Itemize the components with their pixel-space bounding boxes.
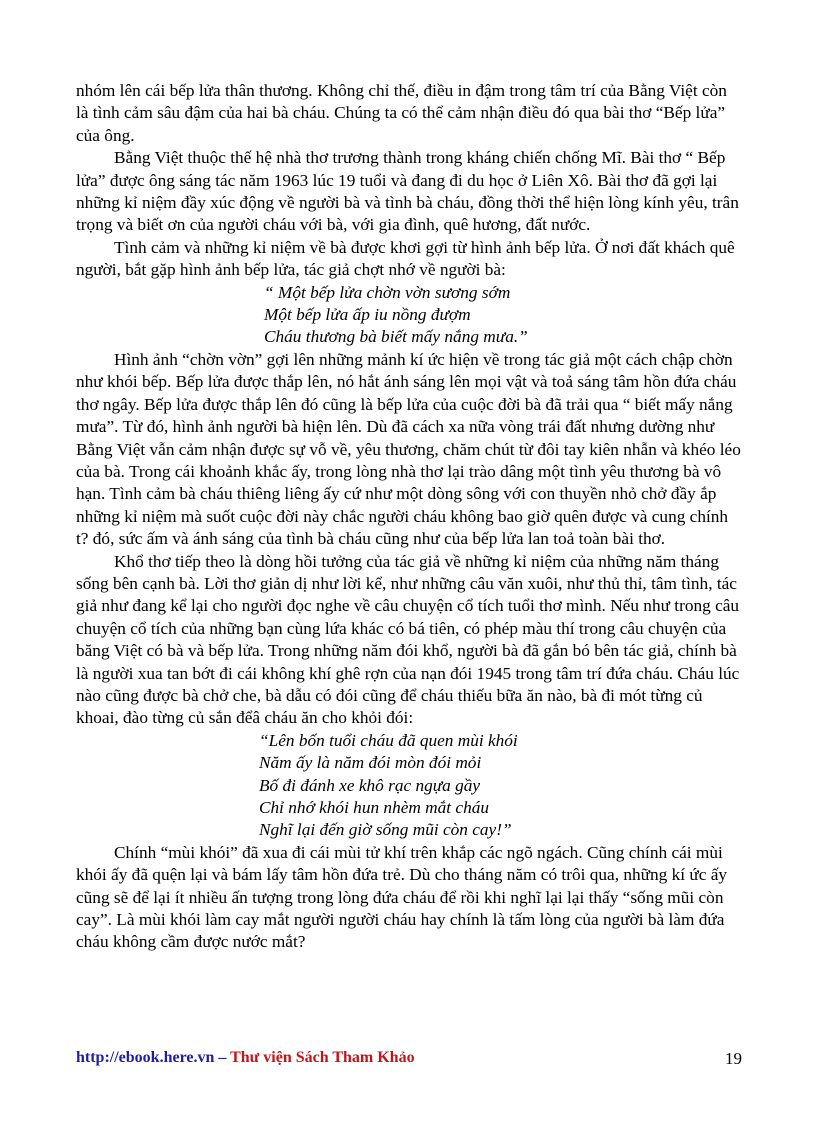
- poem-line: “ Một bếp lửa chờn vờn sương sớm: [264, 282, 511, 302]
- paragraph-analysis-1: Hình ảnh “chờn vờn” gợi lên những mảnh kí ức hiện về trong tác giả một cách chập chờn như khói bếp. Bếp lửa được thắp lên, nó hắt ánh sáng lên mọi vật và toả sáng tâm hồn đứa cháu thơ ngây. Bếp lửa được thắp lên đó cũng là bếp lửa của cuộc đời bà đã trải qua “ biết mấy nắng mưa”. Từ đó, hình ảnh người bà hiện lên. Dù đã cách xa nữa vòng trái đất nhưng dường như Bằng Việt vẫn cảm nhận được sự vỗ về, yêu thương, chăm chút từ đôi tay kiên nhẫn và khéo léo của bà. Trong cái khoảnh khắc ấy, trong lòng nhà thơ lại trào dâng một tình yêu thương bà vô hạn. Tình cảm bà cháu thiêng liêng ấy cứ như một dòng sông với con thuyền nhỏ chở đầy ắp những kỉ niệm mà suốt cuộc đời này chắc người cháu không bao giờ quên được và cung chính: [76, 349, 741, 526]
- paragraph-analysis-3: Chính “mùi khói” đã xua đi cái mùi tử khí trên khắp các ngõ ngách. Cũng chính cái mùi khói ấy đã quện lại và bám lấy tâm hồn đứa trẻ. Dù cho tháng năm có trôi qua, những kí ức ấy cũng sẽ để lại ít nhiều ấn tượng trong lòng đứa cháu để rồi khi nghĩ lại lại thấy “sống mũi còn cay”. Là mùi khói làm cay mắt người người cháu hay chính là tấm lòng của người bà làm đứa cháu không cầm được nước mắt?: [76, 842, 728, 952]
- footer-separator: –: [214, 1049, 231, 1066]
- poem-line: Cháu thương bà biết mấy nắng mưa.”: [264, 327, 528, 347]
- footer-link[interactable]: http://ebook.here.vn: [76, 1049, 215, 1066]
- poem-stanza-2: [76, 730, 742, 842]
- paragraph-analysis-2: Khổ thơ tiếp theo là dòng hồi tưởng của tác giả về những kỉ niệm của những năm tháng sống bên cạnh bà. Lời thơ giản dị như lời kể, như những câu văn xuôi, như thủ thỉ, tâm tình, tác giả như đang kể lại cho người đọc nghe về câu chuyện cổ tích tuổi thơ mình. Nếu như trong câu chuyện cổ tích của những bạn cùng lứa khác có bá tiên, có phép màu thí trong câu chuyện của băng Việt có bà và bếp lửa. Trong những năm đói khổ, người bà đã gắn bó bên tác giả, chính bà là người xua tan bớt đi cái không khí ghê rợn của nạn đói 1945 trong tâm trí đứa cháu. Cháu lúc nào cũng được bà chở che, bà dẫu có đói cũng để cháu thiếu bữa ăn nào, bà đi mót từng củ khoai, đào từng củ sắn đểâ cháu ăn cho khỏi đói:: [76, 551, 740, 728]
- poem-line: Nghĩ lại đến giờ sống mũi còn cay!”: [259, 820, 512, 840]
- document-body: [76, 80, 742, 954]
- poem-line: Một bếp lửa ấp iu nồng đượm: [264, 305, 471, 325]
- paragraph-intro: Bằng Việt thuộc thế hệ nhà thơ trương thành trong kháng chiến chống Mĩ. Bài thơ “ Bếp lửa” được ông sáng tác năm 1963 lúc 19 tuổi và đang đi du học ở Liên Xô. Bài thơ đã gợi lại những kỉ niệm đầy xúc động về người bà và tình bà cháu, đồng thời thể hiện lòng kính yêu, trân trọng và biết ơn của người cháu với bà, với gia đình, quê hương, đất nước.: [76, 148, 739, 235]
- footer-library-name: Thư viện Sách Tham Khảo: [230, 1049, 415, 1066]
- paragraph-analysis-1-tail: t? đó, sức ấm và ánh sáng của tình bà cháu cũng như của bếp lửa lan toả toàn bài thơ.: [76, 529, 666, 549]
- poem-line: Bố đi đánh xe khô rạc ngựa gầy: [259, 775, 481, 795]
- page-footer: [76, 1049, 742, 1073]
- poem-line: Năm ấy là năm đói mòn đói mỏi: [259, 753, 482, 773]
- poem-line: “Lên bốn tuổi cháu đã quen mùi khói: [259, 730, 518, 750]
- paragraph-memory: Tình cảm và những kỉ niệm về bà được khơi gợi từ hình ảnh bếp lửa. Ở nơi đất khách quê người, bắt gặp hình ảnh bếp lửa, tác giả chợt nhớ về người bà:: [76, 237, 735, 280]
- paragraph-continuation: nhóm lên cái bếp lửa thân thương. Không chỉ thế, điều in đậm trong tâm trí của Bằng Việt còn là tình cảm sâu đậm của hai bà cháu. Chúng ta có thể cảm nhận điều đó qua bài thơ “Bếp lửa” của ông.: [76, 81, 727, 145]
- poem-stanza-1: [76, 282, 742, 349]
- page-number: 19: [725, 1049, 742, 1068]
- poem-line: Chỉ nhớ khói hun nhèm mắt cháu: [259, 798, 490, 817]
